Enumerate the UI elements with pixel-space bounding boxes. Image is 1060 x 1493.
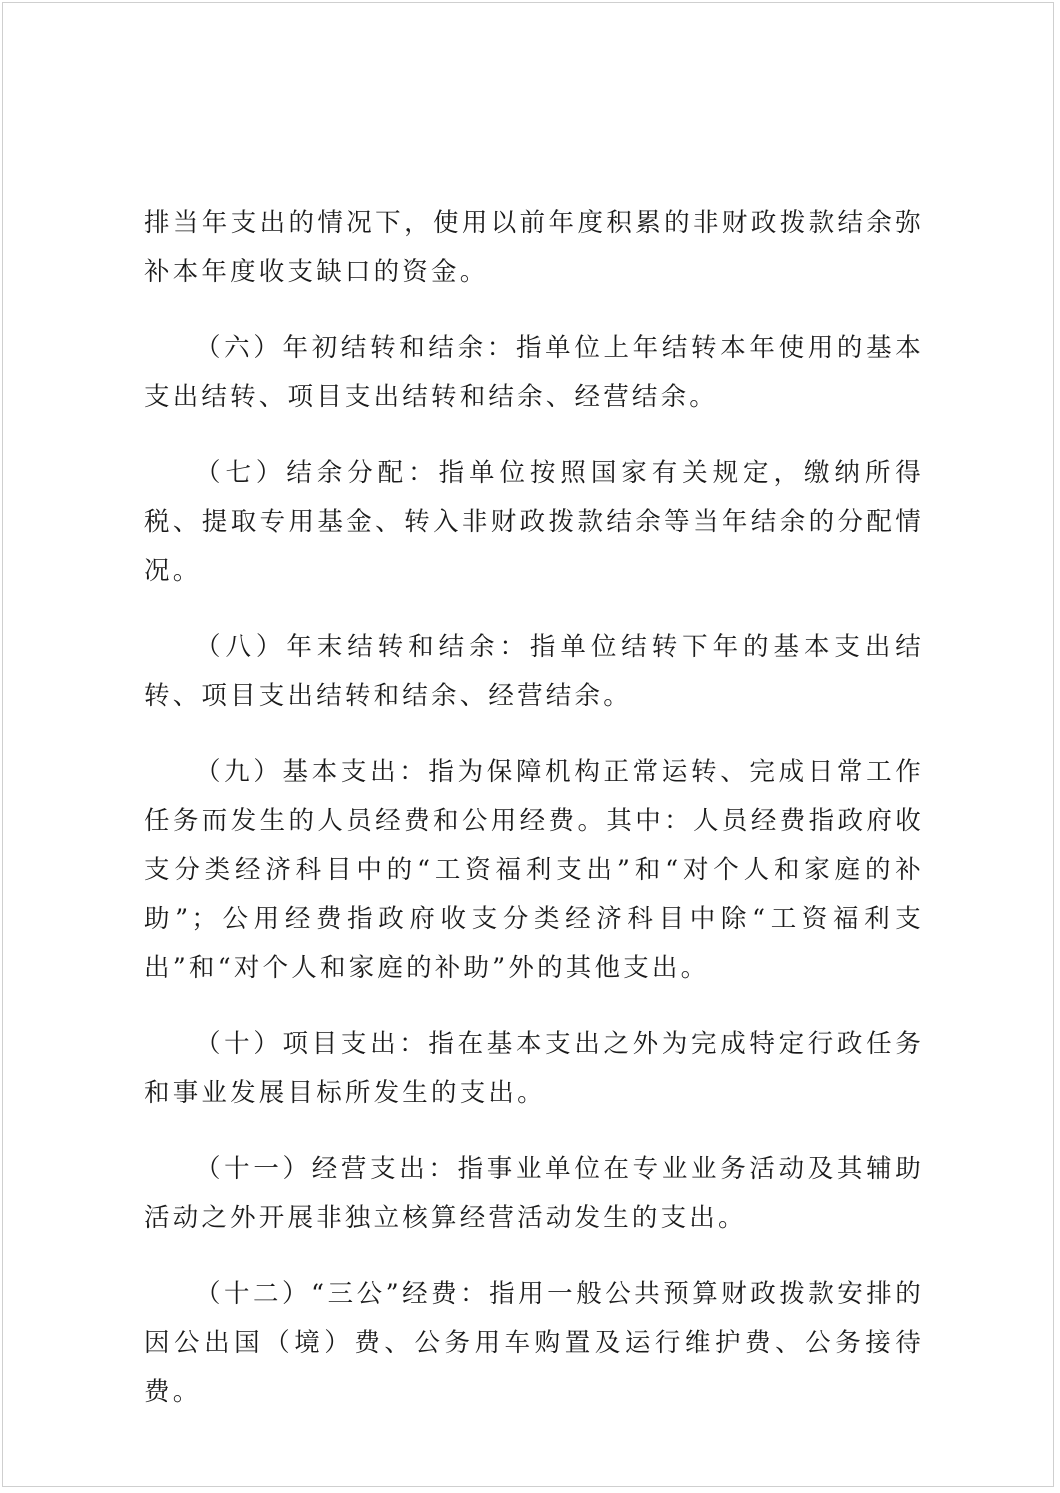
paragraph-continuation: 排当年支出的情况下，使用以前年度积累的非财政拨款结余弥补本年度收支缺口的资金。 (144, 208, 924, 287)
paragraph-item-12: （十二）“三公”经费：指用一般公共预算财政拨款安排的因公出国（境）费、公务用车购置及运行维护费、公务接待费。 (144, 1279, 924, 1407)
paragraph-item-6: （六）年初结转和结余：指单位上年结转本年使用的基本支出结转、项目支出结转和结余、经营结余。 (144, 333, 924, 412)
paragraph-item-11: （十一）经营支出：指事业单位在专业业务活动及其辅助活动之外开展非独立核算经营活动发生的支出。 (144, 1154, 924, 1233)
document-body (144, 199, 924, 1444)
paragraph-item-7: （七）结余分配：指单位按照国家有关规定，缴纳所得税、提取专用基金、转入非财政拨款结余等当年结余的分配情况。 (144, 458, 924, 586)
document-page (2, 2, 1054, 1487)
paragraph-item-9: （九）基本支出：指为保障机构正常运转、完成日常工作任务而发生的人员经费和公用经费。其中：人员经费指政府收支分类经济科目中的“工资福利支出”和“对个人和家庭的补助”；公用经费指政府收支分类经济科目中除“工资福利支出”和“对个人和家庭的补助”外的其他支出。 (144, 757, 924, 983)
paragraph-item-10: （十）项目支出：指在基本支出之外为完成特定行政任务和事业发展目标所发生的支出。 (144, 1029, 924, 1108)
paragraph-item-8: （八）年末结转和结余：指单位结转下年的基本支出结转、项目支出结转和结余、经营结余。 (144, 632, 924, 711)
